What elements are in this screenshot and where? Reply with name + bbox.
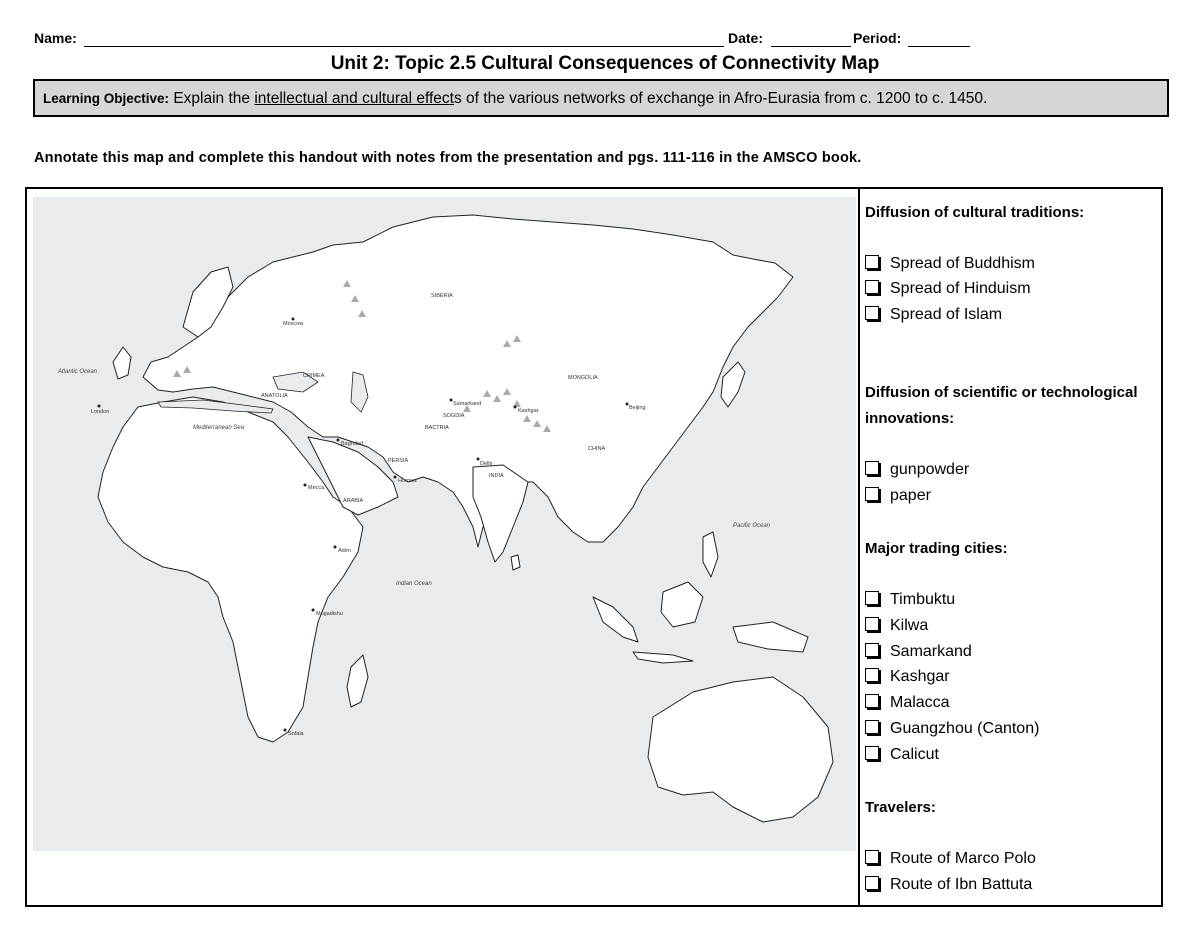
objective-text-before: Explain the <box>173 90 251 107</box>
map-svg <box>33 197 856 851</box>
checklist-item[interactable]: Timbuktu <box>865 588 955 612</box>
instructions: Annotate this map and complete this handout with notes from the presentation and pgs. 111-116 in the AMSCO book. <box>34 150 862 166</box>
label-siberia: SIBERIA <box>431 293 453 299</box>
learning-objective-box <box>33 79 1169 117</box>
new-guinea-island <box>733 622 808 652</box>
label-mediterranean: Mediterranean Sea <box>193 425 245 431</box>
label-aden: Aden <box>338 548 351 554</box>
objective-text-after: s of the various networks of exchange in Afro-Eurasia from c. 1200 to c. 1450. <box>453 90 988 107</box>
checkbox[interactable] <box>865 850 879 864</box>
label-persia: PERSIA <box>388 458 409 464</box>
checkbox[interactable] <box>865 591 879 605</box>
label-sogdia: SOGDIA <box>443 413 465 419</box>
learning-objective-label: Learning Objective: <box>43 91 170 106</box>
checklist-item[interactable]: Route of Marco Polo <box>865 847 1036 871</box>
checkbox[interactable] <box>865 461 879 475</box>
period-field[interactable] <box>908 46 970 47</box>
checklist-item[interactable]: Kilwa <box>865 614 928 638</box>
checklist-item[interactable]: Spread of Islam <box>865 303 1002 327</box>
label-pacific-ocean: Pacific Ocean <box>733 523 771 529</box>
britain-island <box>113 347 131 379</box>
checklist-item[interactable]: Spread of Hinduism <box>865 277 1031 301</box>
label-mecca: Mecca <box>308 485 325 491</box>
checkbox[interactable] <box>865 255 879 269</box>
label-china: CHINA <box>588 446 606 452</box>
japan-islands <box>721 362 745 407</box>
section-title-cultural: Diffusion of cultural traditions: <box>865 204 1085 221</box>
checklist-item[interactable]: Samarkand <box>865 640 972 664</box>
section-title-scientific: Diffusion of scientific or technological innovations: <box>865 384 1138 427</box>
label-baghdad: Baghdad <box>341 441 364 447</box>
date-field[interactable] <box>771 46 851 47</box>
checklist-item[interactable]: paper <box>865 484 931 508</box>
label-hormuz: Hormuz <box>398 478 418 484</box>
column-divider <box>858 189 860 905</box>
india-landmass <box>473 465 528 562</box>
name-field[interactable] <box>84 46 724 47</box>
label-beijing: Beijing <box>629 405 646 411</box>
afro-eurasia-map[interactable] <box>33 197 856 851</box>
label-arabia: ARABIA <box>343 498 364 504</box>
checkbox[interactable] <box>865 306 879 320</box>
label-crimea: CRIMEA <box>303 373 325 379</box>
label-india: INDIA <box>489 473 504 479</box>
period-label: Period: <box>853 30 902 46</box>
label-london: London <box>91 409 110 415</box>
checkbox[interactable] <box>865 487 879 501</box>
checklist-item[interactable]: Guangzhou (Canton) <box>865 717 1039 741</box>
checkbox[interactable] <box>865 668 879 682</box>
checkbox[interactable] <box>865 746 879 760</box>
checkbox[interactable] <box>865 694 879 708</box>
label-bactria: BACTRIA <box>425 425 449 431</box>
label-anatolia: ANATOLIA <box>261 393 288 399</box>
checklist-item[interactable]: Route of Ibn Battuta <box>865 873 1032 897</box>
sumatra-island <box>593 597 638 642</box>
checklist-item[interactable]: gunpowder <box>865 458 969 482</box>
philippines-islands <box>703 532 718 577</box>
checklist-item[interactable]: Kashgar <box>865 665 950 689</box>
label-samarkand: Samarkand <box>453 401 482 407</box>
checklist-item[interactable]: Malacca <box>865 691 950 715</box>
page-title: Unit 2: Topic 2.5 Cultural Consequences of Connectivity Map <box>330 53 880 74</box>
madagascar-island <box>347 655 368 707</box>
label-delhi: Delhi <box>480 461 493 467</box>
name-label: Name: <box>34 30 77 46</box>
borneo-island <box>661 582 703 627</box>
checkbox[interactable] <box>865 643 879 657</box>
label-kashgar: Kashgar <box>518 408 539 414</box>
date-label: Date: <box>728 30 764 46</box>
checkbox[interactable] <box>865 876 879 890</box>
label-indian-ocean: Indian Ocean <box>396 581 432 587</box>
label-moscow: Moscow <box>283 321 304 327</box>
australia-landmass <box>648 677 833 822</box>
label-mongolia: MONGOLIA <box>568 375 598 381</box>
label-atlantic-ocean: Atlantic Ocean <box>58 369 98 375</box>
checkbox[interactable] <box>865 720 879 734</box>
student-info-line <box>34 30 1034 50</box>
checklist-item[interactable]: Spread of Buddhism <box>865 252 1035 276</box>
objective-text-underlined: intellectual and cultural effect <box>254 90 454 107</box>
section-title-travelers: Travelers: <box>865 799 936 816</box>
section-title-cities: Major trading cities: <box>865 540 1008 557</box>
label-mogadishu: Mogadishu <box>316 611 343 617</box>
label-sofala: Sofala <box>288 731 304 737</box>
checklist-item[interactable]: Calicut <box>865 743 939 767</box>
java-island <box>633 652 693 663</box>
checkbox[interactable] <box>865 617 879 631</box>
checkbox[interactable] <box>865 280 879 294</box>
sri-lanka-island <box>511 555 520 570</box>
